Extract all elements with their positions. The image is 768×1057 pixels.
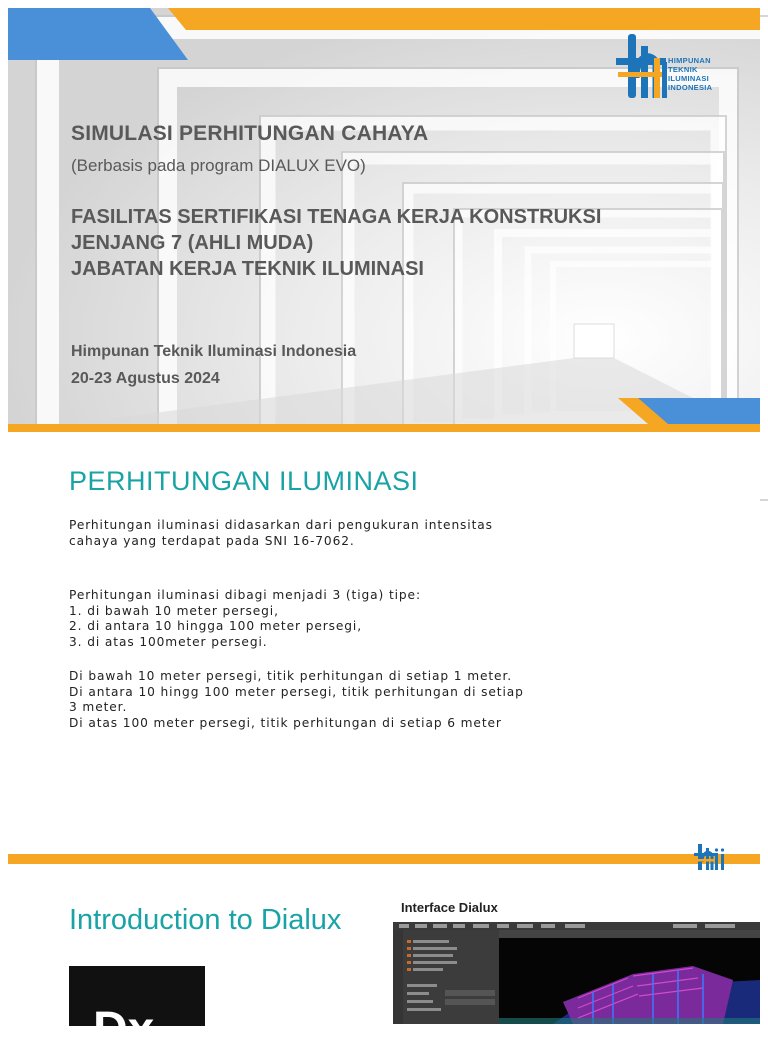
calculation-slide [8, 432, 760, 832]
slide-title: SIMULASI PERHITUNGAN CAHAYA [71, 122, 429, 145]
text-line: 3 meter. [69, 700, 128, 715]
logo-text [668, 56, 712, 92]
text-line: Di antara 10 hingg 100 meter persegi, titik perhitungan di setiap [69, 684, 524, 699]
text-line: Perhitungan iluminasi didasarkan dari pengukuran intensitas [69, 518, 493, 532]
bottom-decorative-strip [8, 398, 760, 432]
logo-text-line: HIMPUNAN [668, 56, 711, 65]
htii-logo-small-icon [694, 842, 736, 872]
interface-label: Interface Dialux [401, 900, 498, 915]
text-line: Di atas 100 meter persegi, titik perhitungan di setiap 6 meter [69, 715, 502, 730]
top-decorative-strip [8, 832, 760, 872]
section-title: PERHITUNGAN ILUMINASI [69, 466, 419, 496]
section-title: Introduction to Dialux [69, 904, 342, 936]
heading-line: JABATAN KERJA TEKNIK ILUMINASI [71, 258, 424, 280]
logo-text-line: TEKNIK [668, 65, 698, 74]
list-item: 3. di atas 100meter persegi. [69, 634, 268, 649]
slide-heading [71, 204, 601, 282]
text-line: cahaya yang terdapat pada SNI 16-7062. [69, 533, 355, 548]
title-slide [8, 8, 760, 432]
paragraph-types [69, 588, 421, 650]
paragraph-intro [69, 518, 493, 549]
logo-text-line: INDONESIA [668, 83, 713, 92]
dx-logo-text: Dx [93, 1003, 155, 1056]
list-item: 1. di bawah 10 meter persegi, [69, 603, 279, 618]
list-item: 2. di antara 10 hingga 100 meter persegi, [69, 619, 362, 634]
event-date: 20-23 Agustus 2024 [71, 370, 220, 387]
logo-text-line: ILUMINASI [668, 74, 710, 83]
text-line: Perhitungan iluminasi dibagi menjadi 3 (tiga) tipe: [69, 588, 421, 602]
dialux-logo [69, 966, 205, 1056]
text-line: Di bawah 10 meter persegi, titik perhitungan di setiap 1 meter. [69, 669, 513, 683]
dialux-interface-screenshot [393, 922, 760, 1024]
dialux-intro-slide [8, 832, 760, 1056]
paragraph-points [69, 669, 524, 731]
heading-line: FASILITAS SERTIFIKASI TENAGA KERJA KONSTRUKSI [71, 206, 602, 228]
organization-info [71, 338, 356, 392]
heading-line: JENJANG 7 (AHLI MUDA) [71, 232, 314, 254]
slide-subtitle: (Berbasis pada program DIALUX EVO) [71, 156, 366, 175]
organization-name: Himpunan Teknik Iluminasi Indonesia [71, 343, 357, 360]
